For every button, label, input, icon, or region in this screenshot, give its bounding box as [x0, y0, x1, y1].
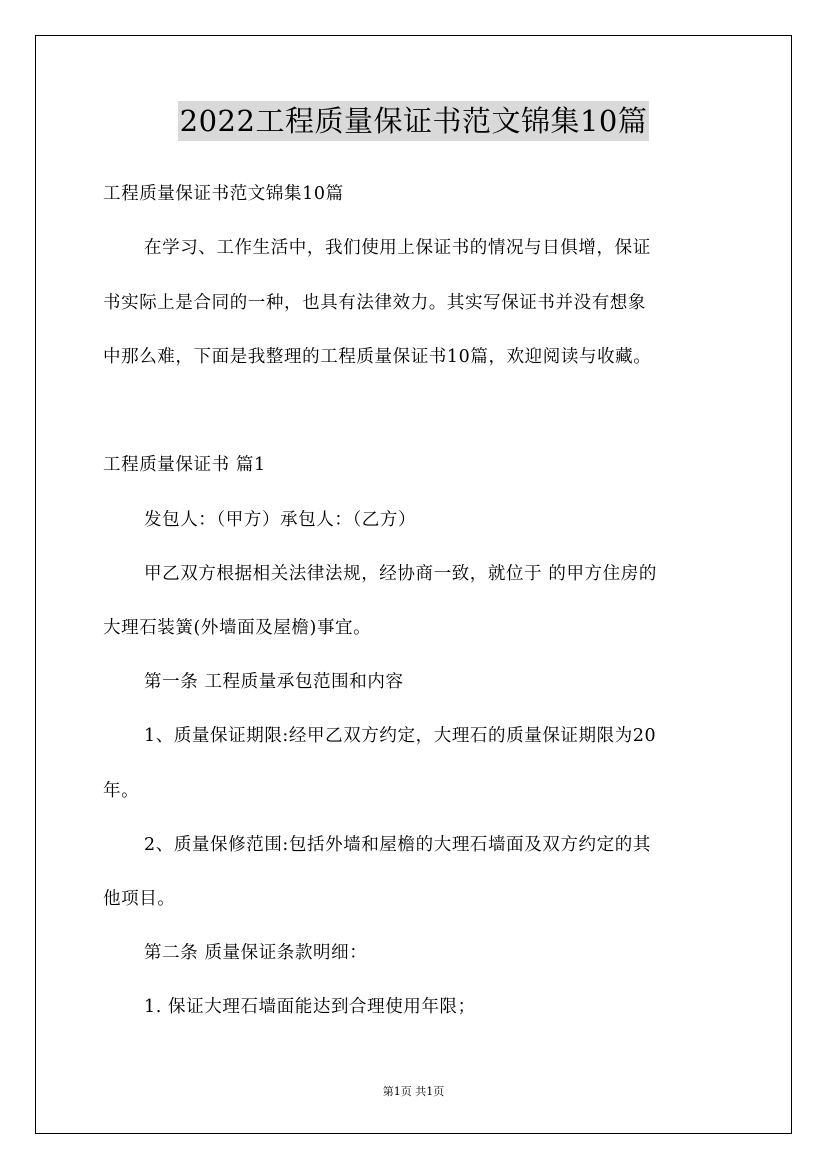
intro-line-2: 书实际上是合同的一种，也具有法律效力。其实写保证书并没有想象 — [103, 293, 646, 313]
document-title: 2022工程质量保证书范文锦集10篇 — [178, 101, 650, 141]
clause-2-1: 1. 保证大理石墙面能达到合理使用年限； — [144, 997, 476, 1017]
page-footer: 第1页 共1页 — [382, 1085, 445, 1098]
article-1-heading: 第一条 工程质量承包范围和内容 — [144, 672, 404, 692]
clause-1-2-cont: 他项目。 — [103, 889, 176, 909]
intro-line-3: 中那么难，下面是我整理的工程质量保证书10篇，欢迎阅读与收藏。 — [103, 347, 652, 367]
clause-1-1: 1、质量保证期限:经甲乙双方约定，大理石的质量保证期限为20 — [144, 726, 657, 746]
intro-line-1: 在学习、工作生活中，我们使用上保证书的情况与日俱增，保证 — [144, 238, 651, 258]
clause-1-2: 2、质量保修范围:包括外墙和屋檐的大理石墙面及双方约定的其 — [144, 835, 651, 855]
article-2-heading: 第二条 质量保证条款明细： — [144, 943, 368, 963]
body-line-agreement: 甲乙双方根据相关法律法规，经协商一致，就位于 的甲方住房的 — [144, 564, 657, 584]
body-line-parties: 发包人：（甲方）承包人：（乙方） — [144, 510, 417, 530]
body-line-agreement-cont: 大理石装簧(外墙面及屋檐)事宜。 — [103, 618, 372, 638]
document-subtitle: 工程质量保证书范文锦集10篇 — [103, 184, 344, 204]
clause-1-1-cont: 年。 — [103, 781, 140, 801]
title-container — [0, 101, 827, 141]
section-heading: 工程质量保证书 篇1 — [103, 455, 266, 475]
